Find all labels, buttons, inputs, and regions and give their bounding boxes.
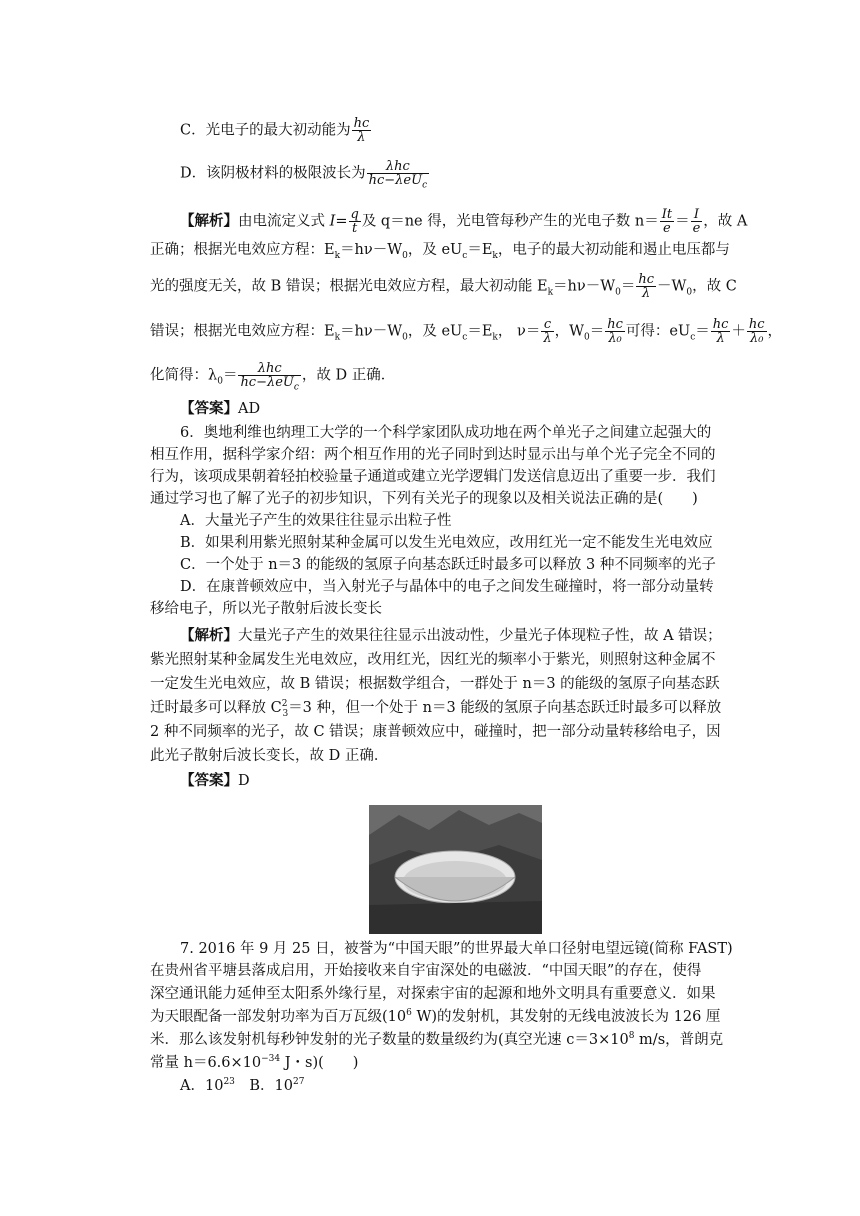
question-line: 米．那么该发射机每秒钟发射的光子数量的数量级约为(真空光速 $c=3\times 10^8$ m/s，普朗克: [150, 1031, 724, 1048]
fraction: $\frac{hc}{\lambda}$: [353, 116, 370, 145]
option-d: D．在康普顿效应中，当入射光子与晶体中的电子之间发生碰撞时，将一部分动量转: [180, 579, 714, 595]
analysis-line: 光的强度无关，故 B 错误；根据光电效应方程，最大初动能 $E_k=h\nu-W_0=$ $\frac{hc}{\lambda}$ $-W_0$，故 C: [150, 272, 737, 301]
answer-line: 【答案】D: [180, 772, 250, 789]
analysis-line: 此光子散射后波长变长，故 D 正确．: [150, 748, 389, 764]
question-line: 常量 $h=6.6\times 10^{-34}$ J・s)( ): [150, 1054, 359, 1071]
analysis-line: 迁时最多可以释放 $C^2_3=3$ 种，但一个处于 n＝3 能级的氢原子向基态跃迁时最多可以释放: [150, 699, 722, 719]
analysis-line: 错误；根据光电效应方程：$E_k=h\nu-W_0$，及 $eU_c=E_k$， ν＝ $\frac{c}{\lambda}$ ，$W_0=$ $\frac{hc}{\text{λ₀}}$ 可得：$eU_c=$ $\frac{hc}{\lambda}$ ＋ $\frac{hc}{\text{λ₀}}$ ，: [150, 317, 783, 346]
question-line: 深空通讯能力延伸至太阳系外缘行星，对探索宇宙的起源和地外文明具有重要意义．如果: [150, 986, 716, 1002]
options-line: A．$10^{23}$ B．$10^{27}$: [180, 1077, 305, 1094]
analysis-line: 【解析】由电流定义式 I= $\frac{q}{t}$ 及 q＝ne 得，光电管每秒产生的光电子数 n＝ $\frac{It}{e}$ ＝ $\frac{I}{e}$ ，故 A: [180, 207, 748, 236]
question-line: 相互作用，据科学家介绍：两个相互作用的光子同时到达时显示出与单个光子完全不同的: [150, 447, 716, 463]
question-line: 6．奥地利维也纳理工大学的一个科学家团队成功地在两个单光子之间建立起强大的: [180, 425, 712, 441]
analysis-line: 2 种不同频率的光子，故 C 错误；康普顿效应中，碰撞时，把一部分动量转移给电子，因: [150, 724, 721, 740]
option-b: B．如果利用紫光照射某种金属可以发生光电效应，改用红光一定不能发生光电效应: [180, 535, 713, 551]
analysis-line: 一定发生光电效应，故 B 错误；根据数学组合，一群处于 n＝3 的能级的氢原子向基态跃: [150, 676, 720, 692]
analysis-line: 紫光照射某种金属发生光电效应，改用红光，因红光的频率小于紫光，则照射这种金属不: [150, 652, 716, 668]
option-d: D．该阴极材料的极限波长为 $\frac{\text{λhc}}{hc-\lambda eU_c}$: [180, 159, 428, 191]
question-line: 7. 2016 年 9 月 25 日，被誉为“中国天眼”的世界最大单口径射电望远镜(简称 FAST): [180, 941, 733, 957]
question-line: 在贵州省平塘县落成启用，开始接收来自宇宙深处的电磁波．“中国天眼”的存在，使得: [150, 963, 702, 979]
answer-line: 【答案】AD: [180, 400, 261, 417]
option-c: C．光电子的最大初动能为 $\frac{hc}{\lambda}$: [180, 116, 370, 145]
analysis-line: 化简得：$\lambda_0=$ $\frac{\text{λhc}}{hc-\lambda eU_c}$ ，故 D 正确．: [150, 361, 396, 393]
option-d: 移给电子，所以光子散射后波长变长: [150, 601, 382, 617]
fast-telescope-photo: [369, 805, 542, 934]
fraction: $\frac{\text{λhc}}{hc-\lambda eU_c}$: [368, 159, 428, 191]
option-c: C．一个处于 n＝3 的能级的氢原子向基态跃迁时最多可以释放 3 种不同频率的光子: [180, 557, 716, 573]
analysis-line: 【解析】大量光子产生的效果往往显示出波动性，少量光子体现粒子性，故 A 错误；: [180, 627, 722, 644]
analysis-line: 正确；根据光电效应方程：$E_k=h\nu-W_0$，及 $eU_c=E_k$，电子的最大初动能和遏止电压都与: [150, 242, 730, 261]
question-line: 为天眼配备一部发射功率为百万瓦级($10^6$ W)的发射机，其发射的无线电波波长为 126 厘: [150, 1008, 721, 1025]
question-line: 行为，该项成果朝着轻拍校验量子通道或建立光学逻辑门发送信息迈出了重要一步．我们: [150, 469, 716, 485]
question-line: 通过学习也了解了光子的初步知识，下列有关光子的现象以及相关说法正确的是( ): [150, 491, 698, 507]
option-a: A．大量光子产生的效果往往显示出粒子性: [180, 513, 452, 529]
